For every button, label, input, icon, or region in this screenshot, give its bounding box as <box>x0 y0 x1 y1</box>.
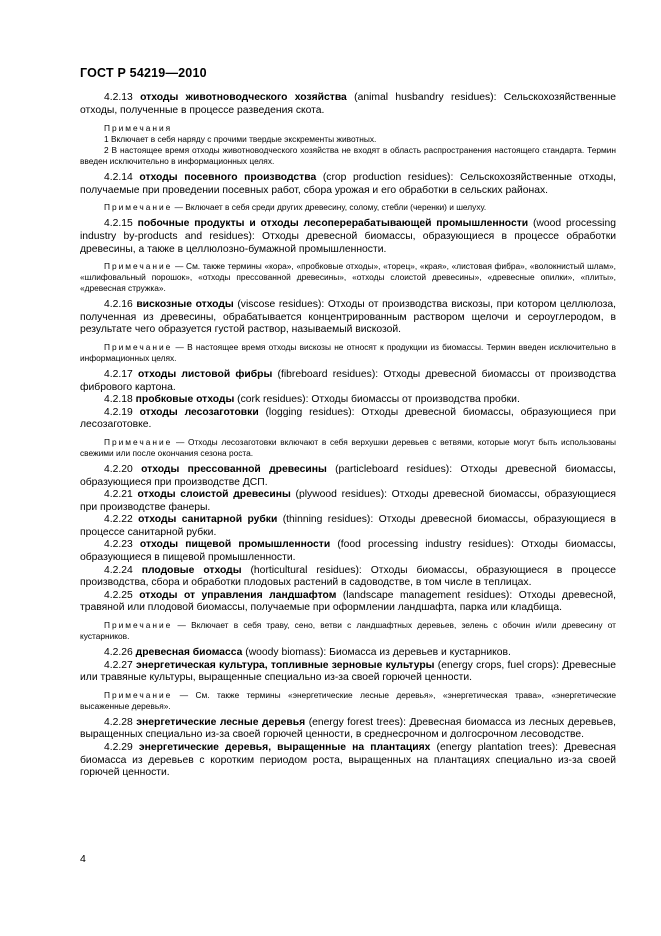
entry-4-2-25 <box>80 590 616 615</box>
entry-term: отходы слоистой древесины <box>137 489 291 501</box>
entry-4-2-17 <box>80 369 616 394</box>
note-text: — Включает в себя среди других древесину, солому, стебли (черенки) и шелуху. <box>172 202 487 213</box>
note-text: — В настоящее время отходы вискозы не относят к продукции из биомассы. Термин введен исключительно в информационных целях. <box>80 341 616 363</box>
entry-definition: (landscape management residues): Отходы древесной, травяной или плодовой биомассы, получаемые при оформлении ландшафта, парка или кладбища. <box>80 589 616 614</box>
entry-number: 4.2.17 <box>104 368 138 380</box>
note-label: Примечание <box>104 620 173 631</box>
entry-definition: (thinning residues): Отходы древесной биомассы, образующиеся в процессе санитарной рубки. <box>80 514 616 538</box>
entry-definition: (energy plantation trees): Древесная биомасса из деревьев с коротким периодом роста, выращенных на плантациях специально из-за своей горючей ценности. <box>80 742 617 779</box>
entry-number: 4.2.23 <box>104 539 140 551</box>
entry-4-2-19 <box>80 407 616 432</box>
entry-term: отходы животноводческого хозяйства <box>140 92 347 103</box>
entry-term: отходы листовой фибры <box>137 368 273 380</box>
entry-definition: (energy forest trees): Древесная биомасса из лесных деревьев, выращенных специально из-за своей горючей ценности, в среднесрочном и долгосрочном лесоводстве. <box>80 716 617 741</box>
entry-term: отходы прессованной древесины <box>141 463 327 475</box>
entry-number: 4.2.20 <box>104 463 142 475</box>
entry-4-2-23 <box>80 539 616 564</box>
entry-4-2-28 <box>80 717 616 742</box>
entry-definition: (woody biomass): Биомасса из деревьев и кустарников. <box>242 647 511 659</box>
entry-4-2-29 <box>80 742 616 780</box>
entry-definition: (fibreboard residues): Отходы древесной биомассы от производства фибрового картона. <box>80 368 616 393</box>
entry-definition: (energy crops, fuel crops): Древесные или травяные культуры, выращенные специально из-за своей горючей ценности. <box>80 659 616 684</box>
note-text: — Отходы лесозаготовки включают в себя верхушки деревьев с ветвями, которые могут быть использованы свежими или после окончания сезона роста. <box>80 436 616 458</box>
entry-number: 4.2.29 <box>104 742 139 753</box>
entry-definition: (wood processing industry by-products and residues): Отходы древесной биомассы, образующиеся в процессе обработки древесины, а также в целлюлозно-бумажной промышленности. <box>80 218 616 255</box>
note <box>80 690 616 712</box>
entry-4-2-24 <box>80 565 616 590</box>
entry-definition: (crop production residues): Сельскохозяйственные отходы, получаемые при проведении посевных работ, сбора урожая и его обработки в сельских районах. <box>80 172 616 196</box>
entry-term: отходы пищевой промышленности <box>139 539 331 551</box>
entry-term: отходы от управления ландшафтом <box>139 589 337 601</box>
note <box>80 620 616 642</box>
entry-definition: (plywood residues): Отходы древесной биомассы, образующиеся при производстве фанеры. <box>80 489 617 513</box>
entry-4-2-14 <box>80 172 616 197</box>
entry-number: 4.2.22 <box>104 514 139 526</box>
entry-term: энергетическая культура, топливные зерновые культуры <box>136 659 435 671</box>
entry-definition: (viscose residues): Отходы от производства вискозы, при котором целлюлоза, полученная из древесины, обрабатывается концентрированным раствором щелочи и сероуглеродом, в результате чего образуется густой раствор, называемый вискозой. <box>80 299 616 336</box>
entry-4-2-22 <box>80 514 616 539</box>
entry-4-2-20 <box>80 464 616 489</box>
note-label: Примечание <box>104 202 173 213</box>
entry-term: древесная биомасса <box>135 647 243 659</box>
note <box>80 342 616 364</box>
entry-term: побочные продукты и отходы лесоперерабатывающей промышленности <box>137 218 529 230</box>
entry-number: 4.2.27 <box>104 659 137 671</box>
entry-term: отходы лесозаготовки <box>139 406 259 418</box>
entry-4-2-13 <box>80 92 616 117</box>
entry-4-2-16 <box>80 299 616 337</box>
entry-term: пробковые отходы <box>135 394 235 406</box>
entry-term: плодовые отходы <box>141 564 242 576</box>
entry-definition: (food processing industry residues): Отходы биомассы, образующиеся в пищевой промышленности. <box>80 539 617 564</box>
document-body <box>80 92 616 780</box>
entry-term: вискозные отходы <box>136 299 234 311</box>
entry-number: 4.2.13 <box>104 92 141 103</box>
entry-term: отходы посевного производства <box>139 172 317 184</box>
entry-4-2-27 <box>80 660 616 685</box>
entry-number: 4.2.24 <box>104 564 142 576</box>
note-text: — См. также термины «энергетические лесные деревья», «энергетическая трава», «энергетические высаженные деревья». <box>80 689 616 711</box>
note-label: Примечание <box>104 436 173 447</box>
entry-number: 4.2.16 <box>104 299 137 311</box>
entry-number: 4.2.28 <box>104 716 137 728</box>
entry-number: 4.2.19 <box>104 406 140 418</box>
entry-number: 4.2.18 <box>104 394 136 406</box>
note-label: Примечание <box>104 689 173 700</box>
notes-title: Примечания <box>104 123 173 134</box>
entry-definition: (logging residues): Отходы древесной биомассы, образующиеся при лесозаготовке. <box>80 406 616 431</box>
note <box>80 202 616 213</box>
entry-number: 4.2.15 <box>104 218 138 230</box>
entry-term: отходы санитарной рубки <box>138 514 278 526</box>
page-number: 4 <box>80 853 86 865</box>
entry-4-2-18 <box>80 394 616 407</box>
entry-number: 4.2.25 <box>104 589 140 601</box>
entry-definition: (horticultural residues): Отходы биомассы, образующиеся в процессе производства, сбора и обработки плодовых растений в садоводстве, в том числе в теплицах. <box>80 564 616 589</box>
entry-definition: (animal husbandry residues): Сельскохозяйственные отходы, полученные в процессе разведения скота. <box>80 92 616 116</box>
note-2: 2 В настоящее время отходы животноводческого хозяйства не входят в область распространения настоящего стандарта. Термин введен исключительно в информационных целях. <box>80 145 616 167</box>
entry-definition: (cork residues): Отходы биомассы от производства пробки. <box>234 394 520 406</box>
note-text: — См. также термины «кора», «пробковые отходы», «торец», «края», «листовая фибра», «волокнистый шлам», «шлифовальный порошок», «отходы прессованной древесины», «отходы слоистой древесины», «древесные опилки», «плиты», «древесная стружка». <box>80 261 616 294</box>
entry-4-2-21 <box>80 489 616 514</box>
entry-number: 4.2.26 <box>104 647 136 659</box>
note <box>80 437 616 459</box>
note-label: Примечание <box>104 261 173 272</box>
note-label: Примечание <box>104 341 173 352</box>
entry-number: 4.2.14 <box>104 172 140 184</box>
entry-definition: (particleboard residues): Отходы древесной биомассы, образующиеся при производстве ДСП. <box>80 463 616 488</box>
note-text: — Включает в себя траву, сено, ветви с ландшафтных деревьев, зелень с обочин и/или древесину от кустарников. <box>80 620 616 642</box>
entry-4-2-15 <box>80 218 616 256</box>
entry-term: энергетические деревья, выращенные на плантациях <box>138 742 431 753</box>
note <box>80 261 616 294</box>
entry-number: 4.2.21 <box>104 489 138 501</box>
note-1: 1 Включает в себя наряду с прочими твердые экскременты животных. <box>104 134 377 145</box>
entry-4-2-26 <box>80 647 616 660</box>
document-header: ГОСТ Р 54219—2010 <box>80 66 207 80</box>
entry-term: энергетические лесные деревья <box>136 716 306 728</box>
